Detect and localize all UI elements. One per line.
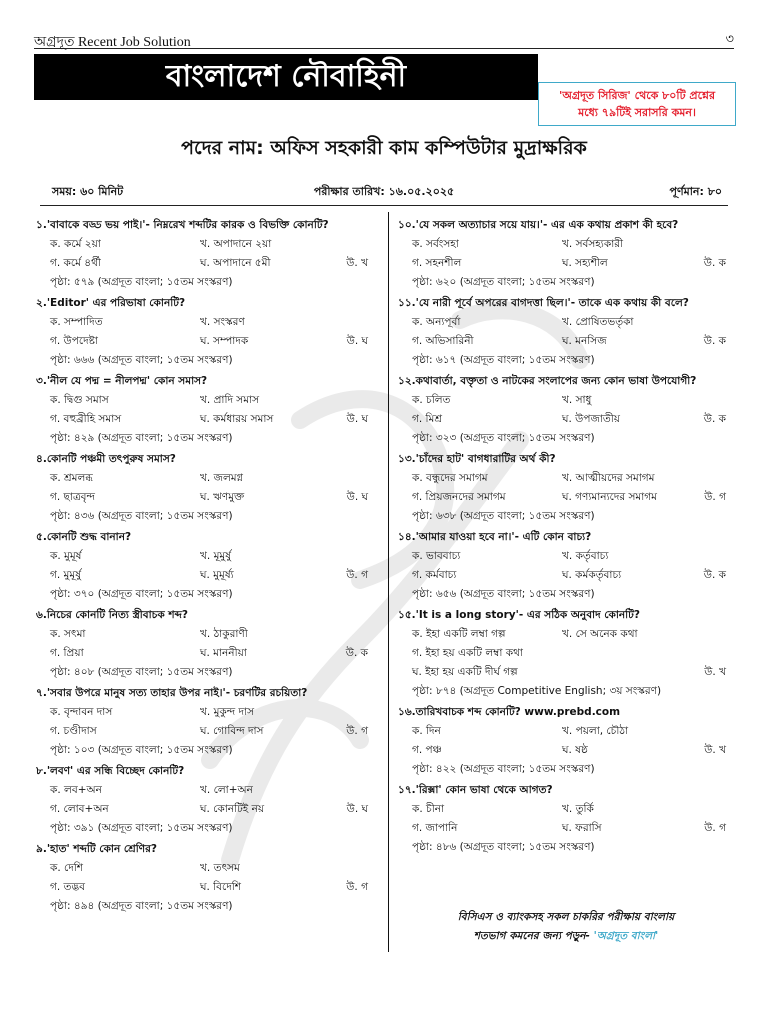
option: গ. মিশ্র	[412, 413, 443, 425]
question-item	[398, 606, 734, 701]
question-body: 'লবণ' এর সন্ধি বিচ্ছেদ কোনটি?	[46, 765, 185, 777]
question-number: ৯.	[36, 843, 47, 855]
option: খ. লো+অন	[200, 784, 253, 796]
option: গ. অভিসারিনী	[412, 335, 474, 347]
callout-line-2: মধ্যে ৭৯টিই সরাসরি কমন।	[578, 106, 696, 119]
option-row	[398, 547, 734, 566]
answer: উ. খ	[704, 744, 726, 756]
answer: উ. গ	[346, 881, 368, 893]
question-item	[36, 216, 376, 292]
source-reference: পৃষ্ঠা: ৮৭৪ (অগ্রদূত Competitive English; ৩য় সংস্করণ)	[412, 685, 662, 697]
option-row	[36, 469, 376, 488]
question-item	[398, 781, 734, 857]
source-reference: পৃষ্ঠা: ৪৮৬ (অগ্রদূত বাংলা; ১৫তম সংস্করণ)	[412, 841, 595, 853]
option: ঘ. বিদেশি	[200, 881, 241, 893]
option: ঘ. সহ্যশীল	[562, 257, 608, 269]
option: ক. কর্মে ২য়া	[50, 238, 101, 250]
question-body: 'Editor' এর পরিভাষা কোনটি?	[46, 297, 186, 309]
question-body: 'যে সকল অত্যাচার সয়ে যায়।'- এর এক কথায় প্রকাশ কী হবে?	[415, 219, 679, 231]
option: খ. জলমগ্ন	[200, 472, 243, 484]
title-banner	[34, 54, 538, 100]
callout-box	[538, 82, 736, 126]
option-row	[36, 703, 376, 722]
option: ঘ. গোবিন্দ দাস	[200, 725, 264, 737]
option: ক. দ্বিগু সমাস	[50, 394, 109, 406]
banner-title: বাংলাদেশ নৌবাহিনী	[165, 59, 407, 94]
question-item	[36, 762, 376, 838]
option: ঘ. কর্মকর্তৃবাচ্য	[562, 569, 622, 581]
option: খ. মূমুর্ষু	[200, 550, 232, 562]
page-number: ৩	[725, 32, 734, 47]
question-number: ১৬.	[398, 706, 416, 718]
question-number: ৬.	[36, 609, 47, 621]
source-reference: পৃষ্ঠা: ৫৭৯ (অগ্রদূত বাংলা; ১৫তম সংস্করণ)	[50, 276, 233, 288]
option: ক. লব+অন	[50, 784, 102, 796]
option-row	[398, 644, 734, 663]
option: ঘ. কোনটিই নয়	[200, 803, 265, 815]
answer: উ. খ	[346, 257, 368, 269]
option-row	[36, 254, 376, 273]
question-item	[36, 606, 376, 682]
option: ক. ইহা একটি লম্বা গল্প	[412, 628, 506, 640]
question-item	[398, 450, 734, 526]
source-reference: পৃষ্ঠা: ৬২০ (অগ্রদূত বাংলা; ১৫তম সংস্করণ)	[412, 276, 595, 288]
option: গ. ইহা হয় একটি লম্বা কথা	[412, 647, 523, 659]
option-row	[398, 332, 734, 351]
option: ক. অন্যপূর্বা	[412, 316, 461, 328]
option: গ. কর্মে ৪র্থী	[50, 257, 101, 269]
option: খ. তুর্কি	[562, 803, 594, 815]
option-row	[398, 488, 734, 507]
question-item	[36, 450, 376, 526]
option-row	[36, 800, 376, 819]
option: গ. মুমূর্ষু	[50, 569, 82, 581]
option: ঘ. সম্পাদক	[200, 335, 249, 347]
question-text	[398, 606, 734, 625]
option-row	[398, 722, 734, 741]
question-body: 'আমার যাওয়া হবে না।'- এটি কোন বাচ্য?	[415, 531, 592, 543]
option-row	[398, 410, 734, 429]
option: ক. শ্রমলব্ধ	[50, 472, 93, 484]
question-number: ৫.	[36, 531, 47, 543]
question-item	[398, 372, 734, 448]
question-text	[398, 216, 734, 235]
source-reference: পৃষ্ঠা: ৩২৩ (অগ্রদূত বাংলা; ১৫তম সংস্করণ)	[412, 432, 595, 444]
option-row	[36, 722, 376, 741]
option-row	[36, 235, 376, 254]
source-reference: পৃষ্ঠা: ৪০৮ (অগ্রদূত বাংলা; ১৫তম সংস্করণ)	[50, 666, 233, 678]
answer: উ. ক	[345, 647, 368, 659]
option: ক. দেশি	[50, 862, 84, 874]
option-row	[36, 410, 376, 429]
option: গ. প্রিয়জনদের সমাগম	[412, 491, 506, 503]
question-number: ১১.	[398, 297, 416, 309]
option: ক. মুমূর্ষ	[50, 550, 82, 562]
option: ঘ. অপাদানে ৫মী	[200, 257, 271, 269]
question-item	[398, 703, 734, 779]
question-number: ১৭.	[398, 784, 416, 796]
option-row	[398, 391, 734, 410]
answer: উ. ঘ	[346, 413, 368, 425]
option: খ. কর্তৃবাচ্য	[562, 550, 609, 562]
option-row	[36, 781, 376, 800]
callout-line-1: 'অগ্রদূত সিরিজ' থেকে ৮০টি প্রশ্নের	[558, 89, 716, 102]
question-text	[36, 840, 376, 859]
option: খ. আত্মীয়দের সমাগম	[562, 472, 655, 484]
option: ঘ. গণ্যমান্যদের সমাগম	[562, 491, 657, 503]
source-reference: পৃষ্ঠা: ১০৩ (অগ্রদূত বাংলা; ১৫তম সংস্করণ)	[50, 744, 233, 756]
answer: উ. গ	[346, 569, 368, 581]
question-text	[36, 684, 376, 703]
question-number: ৭.	[36, 687, 47, 699]
running-header	[34, 30, 734, 49]
source-reference: পৃষ্ঠা: ৪২২ (অগ্রদূত বাংলা; ১৫তম সংস্করণ)	[412, 763, 595, 775]
option-row	[36, 566, 376, 585]
exam-date: পরীক্ষার তারিখ: ১৬.০৫.২০২৫	[313, 185, 455, 198]
option: ঘ. ফরাসি	[562, 822, 602, 834]
source-reference: পৃষ্ঠা: ৬৩৮ (অগ্রদূত বাংলা; ১৫তম সংস্করণ)	[412, 510, 595, 522]
option-row	[398, 625, 734, 644]
post-title: পদের নাম: অফিস সহকারী কাম কম্পিউটার মুদ্রাক্ষরিক	[181, 137, 587, 159]
source-reference: পৃষ্ঠা: ৩৯১ (অগ্রদূত বাংলা; ১৫তম সংস্করণ)	[50, 822, 233, 834]
option-row	[398, 663, 734, 682]
meta-divider	[40, 205, 728, 206]
option-row	[398, 800, 734, 819]
option: খ. তৎসম	[200, 862, 240, 874]
right-column	[398, 216, 734, 859]
question-body: 'যে নারী পূর্বে অপরের বাগদত্তা ছিল।'- তাকে এক কথায় কী বলে?	[415, 297, 689, 309]
question-text	[398, 294, 734, 313]
answer: উ. গ	[704, 822, 726, 834]
answer: উ. ক	[703, 335, 726, 347]
option: ক. ভাববাচ্য	[412, 550, 461, 562]
option-row	[398, 741, 734, 760]
option: গ. পঞ্চ	[412, 744, 442, 756]
option: ঘ. ঋণমুক্ত	[200, 491, 245, 503]
source-reference: পৃষ্ঠা: ৬৬৬ (অগ্রদূত বাংলা; ১৫তম সংস্করণ)	[50, 354, 233, 366]
question-item	[398, 216, 734, 292]
question-text	[36, 606, 376, 625]
left-column	[36, 216, 376, 918]
option: ক. দিন	[412, 725, 441, 737]
question-text	[398, 450, 734, 469]
option-row	[36, 859, 376, 878]
answer: উ. গ	[704, 491, 726, 503]
question-text	[36, 294, 376, 313]
option: খ. সংস্করণ	[200, 316, 245, 328]
option: ক. সম্পাদিত	[50, 316, 103, 328]
option: খ. সাধু	[562, 394, 592, 406]
question-text	[398, 528, 734, 547]
question-text	[398, 372, 734, 391]
question-body: 'সবার উপরে মানুষ সত্য তাহার উপর নাই।'- চরণটির রচয়িতা?	[46, 687, 308, 699]
answer: উ. ঘ	[346, 335, 368, 347]
source-reference: পৃষ্ঠা: ৪৩৬ (অগ্রদূত বাংলা; ১৫তম সংস্করণ)	[50, 510, 233, 522]
option-row	[36, 547, 376, 566]
option: গ. বহুব্রীহি সমাস	[50, 413, 122, 425]
question-text	[398, 781, 734, 800]
footer-highlight: 'অগ্রদূত বাংলা'	[593, 930, 659, 942]
question-text	[398, 703, 734, 722]
option-row	[36, 332, 376, 351]
question-number: ১৫.	[398, 609, 416, 621]
option: গ. তদ্ভব	[50, 881, 86, 893]
option-row	[398, 235, 734, 254]
option: ক. বৃন্দাবন দাস	[50, 706, 113, 718]
question-body: 'হাত' শব্দটি কোন শ্রেণির?	[46, 843, 157, 855]
question-body: 'রিক্সা' কোন ভাষা থেকে আগত?	[415, 784, 553, 796]
question-number: ২.	[36, 297, 47, 309]
option: খ. প্রাদি সমাস	[200, 394, 260, 406]
source-reference: পৃষ্ঠা: ৪২৯ (অগ্রদূত বাংলা; ১৫তম সংস্করণ)	[50, 432, 233, 444]
option-row	[36, 644, 376, 663]
option: ঘ. কর্মধারয় সমাস	[200, 413, 274, 425]
question-body: কোনটি শুদ্ধ বানান?	[46, 531, 132, 543]
option-row	[36, 488, 376, 507]
question-item	[398, 294, 734, 370]
option-row	[398, 819, 734, 838]
option: ক. চীনা	[412, 803, 445, 815]
option: গ. কর্মবাচ্য	[412, 569, 457, 581]
question-body: 'নীল যে পদ্ম = নীলপদ্ম' কোন সমাস?	[46, 375, 208, 387]
option: খ. প্রোষিতভর্তৃকা	[562, 316, 634, 328]
option: খ. সর্বসহ্যকারী	[562, 238, 624, 250]
option: ঘ. মুমূর্ষ্য	[200, 569, 234, 581]
source-reference: পৃষ্ঠা: ৩৭০ (অগ্রদূত বাংলা; ১৫তম সংস্করণ)	[50, 588, 233, 600]
option: গ. উপদেষ্টা	[50, 335, 98, 347]
question-number: ৪.	[36, 453, 47, 465]
brand-text: অগ্রদূত Recent Job Solution	[34, 35, 191, 50]
question-number: ১৪.	[398, 531, 416, 543]
option: খ. মুকুন্দ দাস	[200, 706, 255, 718]
option: ক. চলিত	[412, 394, 451, 406]
option-row	[36, 313, 376, 332]
answer: উ. ক	[703, 257, 726, 269]
option: খ. সে অনেক কথা	[562, 628, 638, 640]
question-body: 'It is a long story'- এর সঠিক অনুবাদ কোনটি?	[415, 609, 640, 621]
footer-line-2	[398, 927, 734, 946]
option: গ. জাপানি	[412, 822, 458, 834]
source-reference: পৃষ্ঠা: ৪৯৪ (অগ্রদূত বাংলা; ১৫তম সংস্করণ)	[50, 900, 233, 912]
option-row	[398, 469, 734, 488]
question-body: নিচের কোনটি নিত্য স্ত্রীবাচক শব্দ?	[46, 609, 189, 621]
footer-line-1: বিসিএস ও ব্যাংকসহ সকল চাকরির পরীক্ষায় বাংলায়	[457, 911, 675, 923]
option: খ. অপাদানে ২য়া	[200, 238, 272, 250]
option: ঘ. মাননীয়া	[200, 647, 247, 659]
question-body: কোনটি পঞ্চমী তৎপুরুষ সমাস?	[46, 453, 176, 465]
option: ক. বন্ধুদের সমাগম	[412, 472, 488, 484]
question-item	[398, 528, 734, 604]
option-row	[398, 254, 734, 273]
question-text	[36, 216, 376, 235]
answer: উ. ক	[703, 569, 726, 581]
source-reference: পৃষ্ঠা: ৬৫৬ (অগ্রদূত বাংলা; ১৫তম সংস্করণ)	[412, 588, 595, 600]
option: গ. লোব+অন	[50, 803, 109, 815]
question-item	[36, 684, 376, 760]
question-number: ৩.	[36, 375, 47, 387]
option: ক. সৎমা	[50, 628, 86, 640]
option-row	[36, 625, 376, 644]
option: ঘ. ষষ্ঠ	[562, 744, 588, 756]
option: ঘ. মনসিজ	[562, 335, 607, 347]
option: ক. সর্বংসহা	[412, 238, 459, 250]
option-row	[398, 566, 734, 585]
exam-time: সময়: ৬০ মিনিট	[52, 185, 124, 198]
question-body: 'চাঁদের হাট' বাগধারাটির অর্থ কী?	[415, 453, 556, 465]
question-text	[36, 528, 376, 547]
question-body: কথাবার্তা, বক্তৃতা ও নাটকের সংলাপের জন্য কোন ভাষা উপযোগী?	[415, 375, 697, 387]
option: ঘ. ইহা হয় একটি দীর্ঘ গল্প	[412, 666, 518, 678]
option: খ. পয়লা, চৌঠা	[562, 725, 629, 737]
question-number: ৮.	[36, 765, 47, 777]
answer: উ. ঘ	[346, 803, 368, 815]
question-number: ১০.	[398, 219, 416, 231]
question-item	[36, 372, 376, 448]
source-reference: পৃষ্ঠা: ৬১৭ (অগ্রদূত বাংলা; ১৫তম সংস্করণ)	[412, 354, 595, 366]
question-number: ১২.	[398, 375, 416, 387]
question-body: তারিখবাচক শব্দ কোনটি? www.prebd.com	[415, 706, 621, 718]
option: গ. ছাত্রবৃন্দ	[50, 491, 95, 503]
option-row	[36, 878, 376, 897]
question-text	[36, 450, 376, 469]
question-item	[36, 840, 376, 916]
option: ঘ. উপজাতীয়	[562, 413, 620, 425]
column-divider	[388, 212, 389, 952]
option: গ. সহনশীল	[412, 257, 462, 269]
full-marks: পূর্ণমান: ৮০	[669, 185, 722, 198]
option-row	[36, 391, 376, 410]
option: গ. প্রিয়া	[50, 647, 84, 659]
option: গ. চণ্ডীদাস	[50, 725, 97, 737]
question-item	[36, 294, 376, 370]
question-item	[36, 528, 376, 604]
question-number: ১৩.	[398, 453, 416, 465]
option: খ. ঠাকুরাণী	[200, 628, 248, 640]
question-text	[36, 762, 376, 781]
footer-line-2-prefix: শতভাগ কমনের জন্য পড়ুন-	[473, 930, 594, 942]
question-text	[36, 372, 376, 391]
option-row	[398, 313, 734, 332]
question-body: 'বাবাকে বড্ড ভয় পাই।'- নিম্নরেখ শব্দটির কারক ও বিভক্তি কোনটি?	[46, 219, 329, 231]
answer: উ. গ	[346, 725, 368, 737]
answer: উ. ঘ	[346, 491, 368, 503]
question-number: ১.	[36, 219, 47, 231]
answer: উ. খ	[704, 666, 726, 678]
answer: উ. ক	[703, 413, 726, 425]
footer-promo	[398, 908, 734, 946]
